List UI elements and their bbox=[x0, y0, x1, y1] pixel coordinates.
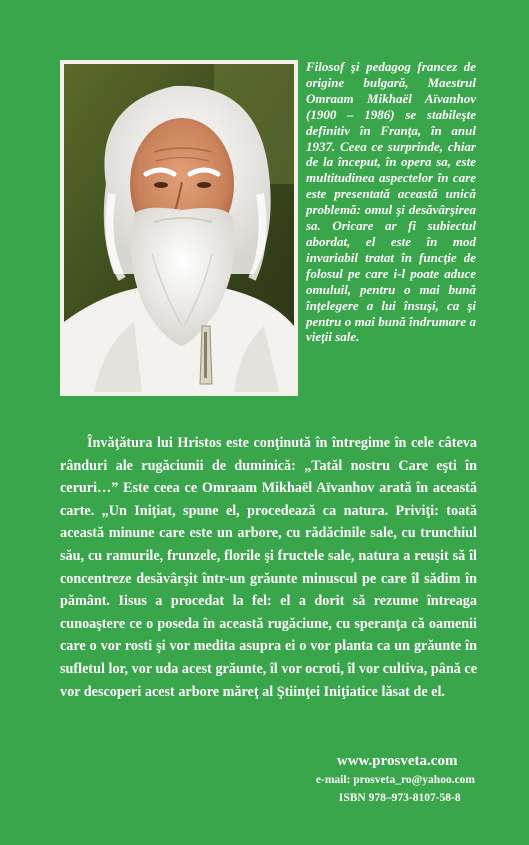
author-portrait bbox=[64, 64, 294, 392]
website-link[interactable]: www.prosveta.com bbox=[336, 753, 458, 769]
isbn: ISBN 978–973-8107-58-8 bbox=[338, 792, 461, 804]
portrait-image bbox=[64, 64, 294, 392]
portrait-frame bbox=[60, 60, 298, 396]
book-description: Învăţătura lui Hristos este conţinută în întregime în cele câteva rânduri ale rugăciunii de duminică: „Tatăl nostru Care eşti în ceruri…” Este ceea ce Omraam Mikhaël Aïvanhov arată în această carte. „Un Iniţiat, spune el, procedează ca natura. Priviţi: toată această minune care este un arbore, cu rădăcinile sale, cu trunchiul său, cu ramurile, frunzele, florile şi fructele sale, natura a reuşit să îl concentreze desăvârşit într-un grăunte minuscul pe care îl sădim în pământ. Iisus a procedat la fel: el a dorit să rezume întreaga cunoaştere ce o poseda în această rugăciune, cu speranţa că oamenii care o vor rosti şi vor medita asupra ei o vor planta ca un grăunte în sufletul lor, vor uda acest grăunte, îl vor ocroti, îl vor cultiva, până ce vor descoperi acest arbore măreţ al Ştiinţei Iniţiatice lăsat de el. bbox=[60, 435, 477, 700]
author-bio: Filosof şi pedagog francez de origine bulgară, Maestrul Omraam Mikhaël Aïvanhov (1900 – 1986) se stabileşte definitiv în Franţa, în anul 1937. Ceea ce surprinde, chiar de la început, în opera sa, este multitudinea aspectelor în care este presentată această unică problemă: omul şi desăvârşirea sa. Oricare ar fi subiectul abordat, el este în mod invariabil tratat în funcţie de folosul pe care i-l poate aduce omuluil, pentru o mai bună înţelegere a lui însuşi, ca şi pentru o mai bună îndrumare a vieţii sale. bbox=[306, 59, 476, 345]
publisher-contact bbox=[315, 751, 475, 807]
email-address[interactable]: e-mail: prosveta_ro@yahoo.com bbox=[315, 774, 475, 786]
